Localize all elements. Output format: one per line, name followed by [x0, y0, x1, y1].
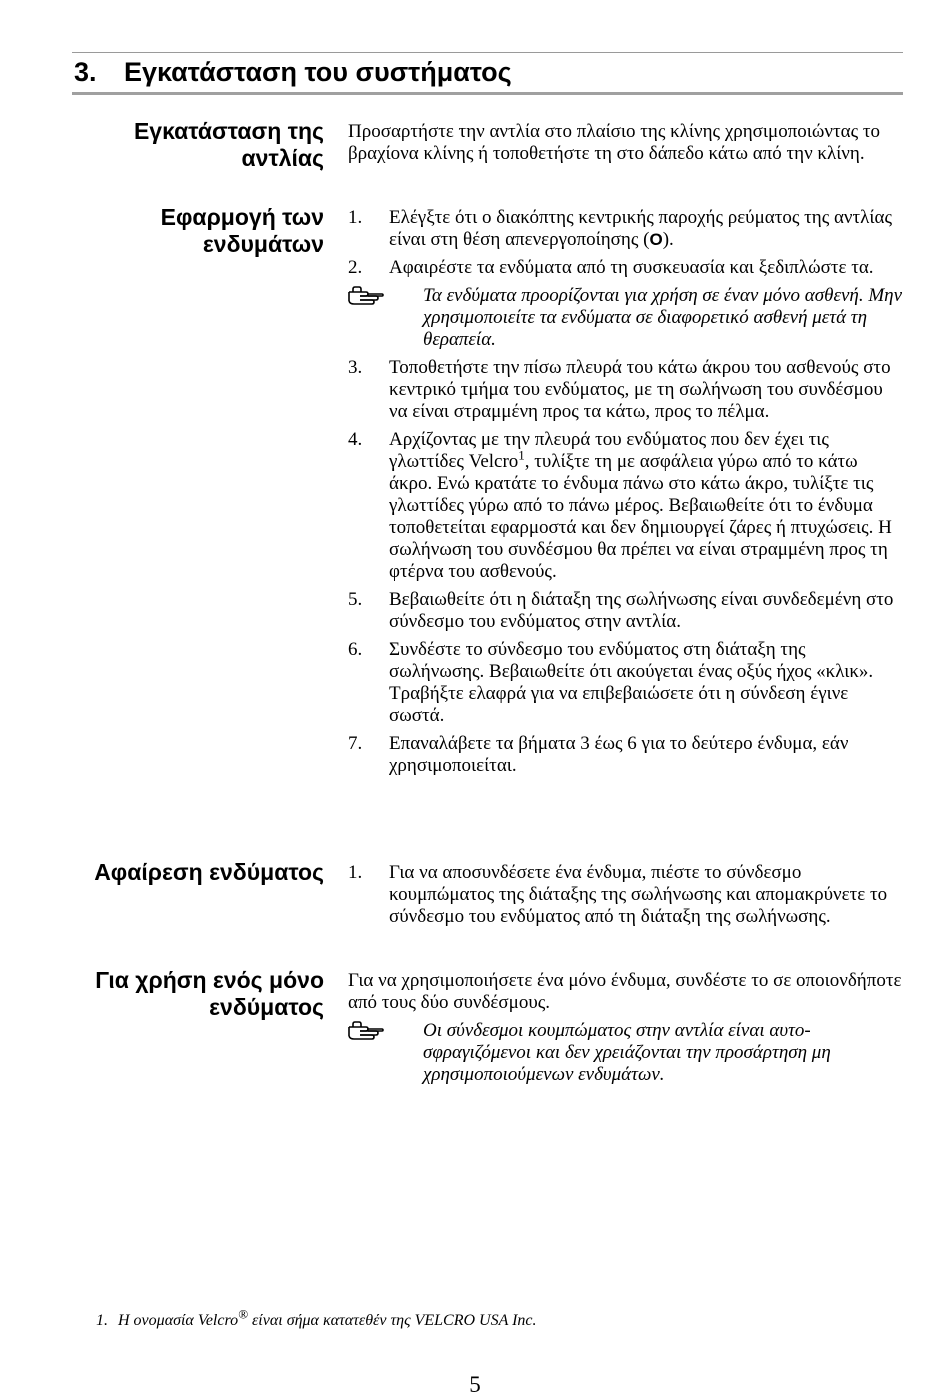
remove-steps-list	[348, 862, 903, 928]
pointing-hand-icon	[348, 285, 384, 307]
list-item: 3. Τοποθετήστε την πίσω πλευρά του κάτω άκρου του ασθενούς στο κεντρικό τμήμα του ενδύματος, με τη σωλήνωση του συνδέσμου να είναι στραμμένη προς τα κάτω, προς το πέλμα.	[348, 357, 891, 422]
list-item: 1. Για να αποσυνδέσετε ένα ένδυμα, πιέστε το σύνδεσμο κουμπώματος της διάταξης της σωλήνωσης και απομακρύνετε το σύνδεσμο του ενδύματος από τη διάταξη της σωλήνωσης.	[348, 862, 888, 927]
footnote-ref: 1	[518, 447, 525, 463]
pump-install-body	[348, 121, 903, 165]
header-rule-bottom	[72, 92, 903, 95]
single-garment-body	[348, 970, 903, 1092]
list-item: 6. Συνδέστε το σύνδεσμο του ενδύματος στη διάταξη της σωλήνωσης. Βεβαιωθείτε ότι ακούγεται ένας οξύς ήχος «κλικ». Τραβήξτε ελαφρά για να επιβεβαιώσετε ότι η σύνδεση έγινε σωστά.	[348, 639, 874, 726]
list-item: 2. Αφαιρέστε τα ενδύματα από τη συσκευασία και ξεδιπλώστε τα.	[348, 257, 874, 278]
pump-install-text: Προσαρτήστε την αντλία στο πλαίσιο της κλίνης χρησιμοποιώντας το βραχίονα κλίνης ή τοποθετήστε τη στο δάπεδο κάτω από την κλίνη.	[348, 121, 881, 164]
remove-garment-body	[348, 862, 903, 934]
apply-steps-list	[348, 207, 903, 777]
note-single-patient: Τα ενδύματα προορίζονται για χρήση σε έναν μόνο ασθενή. Μην χρησιμοποιείτε τα ενδύματα σε διαφορετικό ασθενή μετά τη θεραπεία.	[348, 285, 903, 351]
pointing-hand-icon	[348, 1020, 384, 1042]
note-self-sealing: Οι σύνδεσμοι κουμπώματος στην αντλία είναι αυτο-σφραγιζόμενοι και δεν χρειάζονται την προσάρτηση μη χρησιμοποιούμενων ενδυμάτων.	[348, 1020, 903, 1086]
chapter-number: 3.	[74, 57, 97, 87]
list-item: 5. Βεβαιωθείτε ότι η διάταξη της σωλήνωσης είναι συνδεδεμένη στο σύνδεσμο του ενδύματος στην αντλία.	[348, 589, 894, 632]
heading-pump-install: Εγκατάσταση της αντλίας	[133, 118, 324, 171]
header-rule-top	[72, 52, 903, 53]
power-off-symbol: O	[649, 230, 663, 249]
apply-garments-body	[348, 207, 903, 783]
chapter-title	[74, 54, 512, 90]
page-number: 5	[469, 1372, 481, 1397]
heading-apply-garments: Εφαρμογή των ενδυμάτων	[160, 204, 324, 257]
list-item: 1. Ελέγξτε ότι ο διακόπτης κεντρικής παροχής ρεύματος της αντλίας είναι στη θέση απενεργοποίησης (O).	[348, 207, 892, 250]
heading-single-garment: Για χρήση ενός μόνο ενδύματος	[95, 967, 324, 1020]
footnote: 1. Η ονομασία Velcro® είναι σήμα κατατεθέν της VELCRO USA Inc.	[96, 1306, 537, 1329]
list-item: 4. Αρχίζοντας με την πλευρά του ενδύματος που δεν έχει τις γλωττίδες Velcro$^1$, τυλίξτε τη με ασφάλεια γύρω από το κάτω άκρο. Ενώ κρατάτε το ένδυμα πάνω στο κάτω άκρο, τυλίξτε τις γλωττίδες γύρω από το πάνω μέρος. Βεβαιωθείτε ότι το ένδυμα τοποθετείται εφαρμοστά και δεν δημιουργεί ζάρες ή πτυχώσεις. Η σωλήνωση του συνδέσμου θα πρέπει να είναι στραμμένη προς τη φτέρνα του ασθενούς.	[348, 429, 892, 582]
heading-remove-garment: Αφαίρεση ενδύματος	[94, 859, 324, 885]
list-item: 7. Επαναλάβετε τα βήματα 3 έως 6 για το δεύτερο ένδυμα, εάν χρησιμοποιείται.	[348, 733, 849, 776]
chapter-title-text: Εγκατάσταση του συστήματος	[124, 57, 512, 87]
single-garment-text: Για να χρησιμοποιήσετε ένα μόνο ένδυμα, συνδέστε το σε οποιονδήποτε από τους δύο συνδέσμους.	[348, 970, 902, 1013]
